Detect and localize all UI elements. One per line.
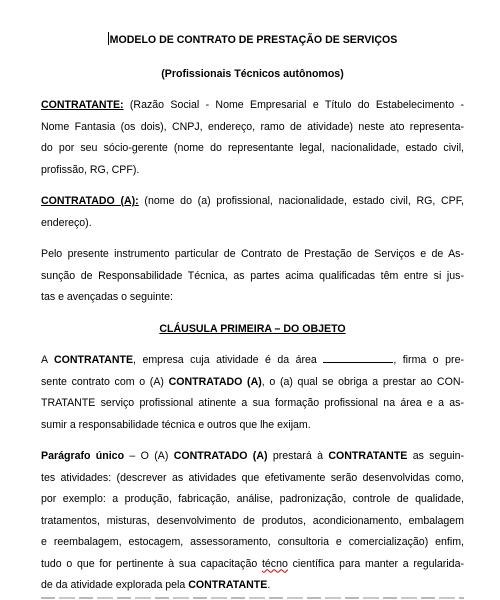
clause-1-paragraph: A CONTRATANTE, empresa cuja atividade é da área , firma o pre- sente contrato com o (A) CONTRATADO (A), o (a) qual se obriga a prestar ao CON- TRATANTE serviço profissional atinente a sua formação profissional na área e a as- sumir a responsabilidade técnica e outros que lhe exijam. [41,354,465,431]
clause-1-heading: CLÁUSULA PRIMEIRA – DO OBJETO [159,322,346,335]
contratante-paragraph: CONTRATANTE: (Razão Social - Nome Empresarial e Título do Estabelecimento - Nome Fantasia (os dois), CNPJ, endereço, ramo de atividade) neste ato representa- do por seu sócio-gerente (nome do representante legal, nacionalidade, estado civil, profissão, RG, CPF). [41,99,464,176]
intro-paragraph: Pelo presente instrumento particular de Contrato de Prestação de Serviços e de As- sunção de Responsabilidade Técnica, as partes acima qualificadas têm entre si jus- tas e avençadas o seguinte: [41,248,464,303]
document-title-line [41,30,464,52]
paragrafo-unico-label: Parágrafo único [41,450,125,462]
spellcheck-flagged-word[interactable]: técno [261,557,288,570]
contratante-label: CONTRATANTE: [41,99,124,111]
contratado-paragraph: CONTRATADO (A): (nome do (a) profissional, nacionalidade, estado civil, RG, CPF, endereço). [41,195,464,229]
area-blank-field[interactable] [323,352,393,363]
document-body [41,30,464,597]
text-cursor [108,32,109,45]
document-subtitle: (Profissionais Técnicos autônomos) [161,67,344,80]
paragrafo-unico: Parágrafo único – O (A) CONTRATADO (A) prestará à CONTRATANTE as seguin- tes atividades: (descrever as atividades que efetivamente serão desenvolvidas como, por exemplo: a produção, fabricação, análise, padronização, controle de qualidade, tratamentos, misturas, desenvolvimento de produtos, acondicionamento, embalagem e reembalagem, estocagem, assessoramento, consultoria e comercialização) enfim, tudo o que for pertinente à sua capacitação técno científica para manter a regularida- de da atividade explorada pela CONTRATANTE. [41,450,464,591]
contratado-label: CONTRATADO (A): [41,195,139,207]
document-title: MODELO DE CONTRATO DE PRESTAÇÃO DE SERVIÇOS [109,34,398,46]
cut-off-next-line [41,592,464,600]
